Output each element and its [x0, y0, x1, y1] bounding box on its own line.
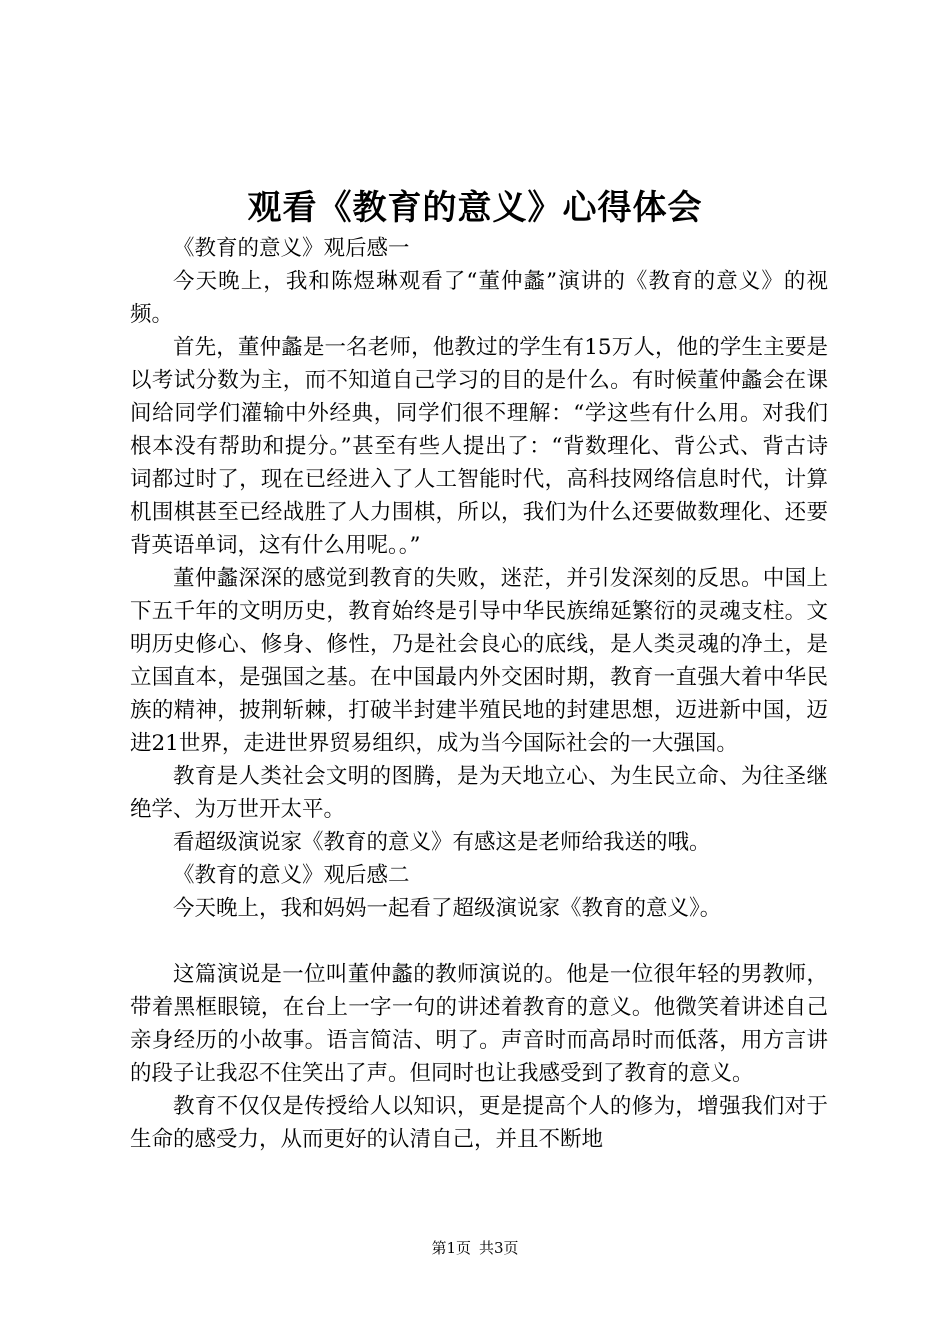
paragraph: 这篇演说是一位叫董仲蠡的教师演说的。他是一位很年轻的男教师，带着黑框眼镜，在台上一字一句的讲述着教育的意义。他微笑着讲述自己亲身经历的小故事。语言简洁、明了。声音时而高昂时而低落，用方言讲的段子让我忍不住笑出了声。但同时也让我感受到了教育的意义。	[130, 962, 828, 1086]
paragraph: 看超级演说家《教育的意义》有感这是老师给我送的哦。	[173, 830, 711, 855]
page-total: 共3页	[479, 1239, 519, 1257]
paragraph: 《教育的意义》观后感二	[173, 863, 410, 888]
document-title: 观看《教育的意义》心得体会	[247, 188, 703, 228]
paragraph: 董仲蠡深深的感觉到教育的失败，迷茫，并引发深刻的反思。中国上下五千年的文明历史，教育始终是引导中华民族绵延繁衍的灵魂支柱。文明历史修心、修身、修性，乃是社会良心的底线，是人类灵魂的净土，是立国直本，是强国之基。在中国最内外交困时期，教育一直强大着中华民族的精神，披荆斩棘，打破半封建半殖民地的封建思想，迈进新中国，迈进21世界，走进世界贸易组织，成为当今国际社会的一大强国。	[130, 566, 828, 756]
document-body	[130, 232, 828, 1156]
paragraph: 《教育的意义》观后感一	[173, 236, 410, 261]
blank-line	[130, 925, 828, 958]
paragraph: 首先，董仲蠡是一名老师，他教过的学生有15万人，他的学生主要是以考试分数为主，而不知道自己学习的目的是什么。有时候董仲蠡会在课间给同学们灌输中外经典，同学们很不理解：“学这些有什么用。对我们根本没有帮助和提分。”甚至有些人提出了：“背数理化、背公式、背古诗词都过时了，现在已经进入了人工智能时代，高科技网络信息时代，计算机围棋甚至已经战胜了人力围棋，所以，我们为什么还要做数理化、还要背英语单词，这有什么用呢。。”	[130, 335, 828, 558]
paragraph: 今天晚上，我和妈妈一起看了超级演说家《教育的意义》。	[173, 896, 722, 921]
paragraph: 教育是人类社会文明的图腾，是为天地立心、为生民立命、为往圣继绝学、为万世开太平。	[130, 764, 828, 822]
page-number: 第1页	[431, 1239, 471, 1257]
paragraph: 今天晚上，我和陈煜琳观看了“董仲蠡”演讲的《教育的意义》的视频。	[130, 269, 828, 327]
paragraph: 教育不仅仅是传授给人以知识，更是提高个人的修为，增强我们对于生命的感受力，从而更好的认清自己，并且不断地	[130, 1094, 828, 1152]
page-footer	[0, 1238, 950, 1258]
